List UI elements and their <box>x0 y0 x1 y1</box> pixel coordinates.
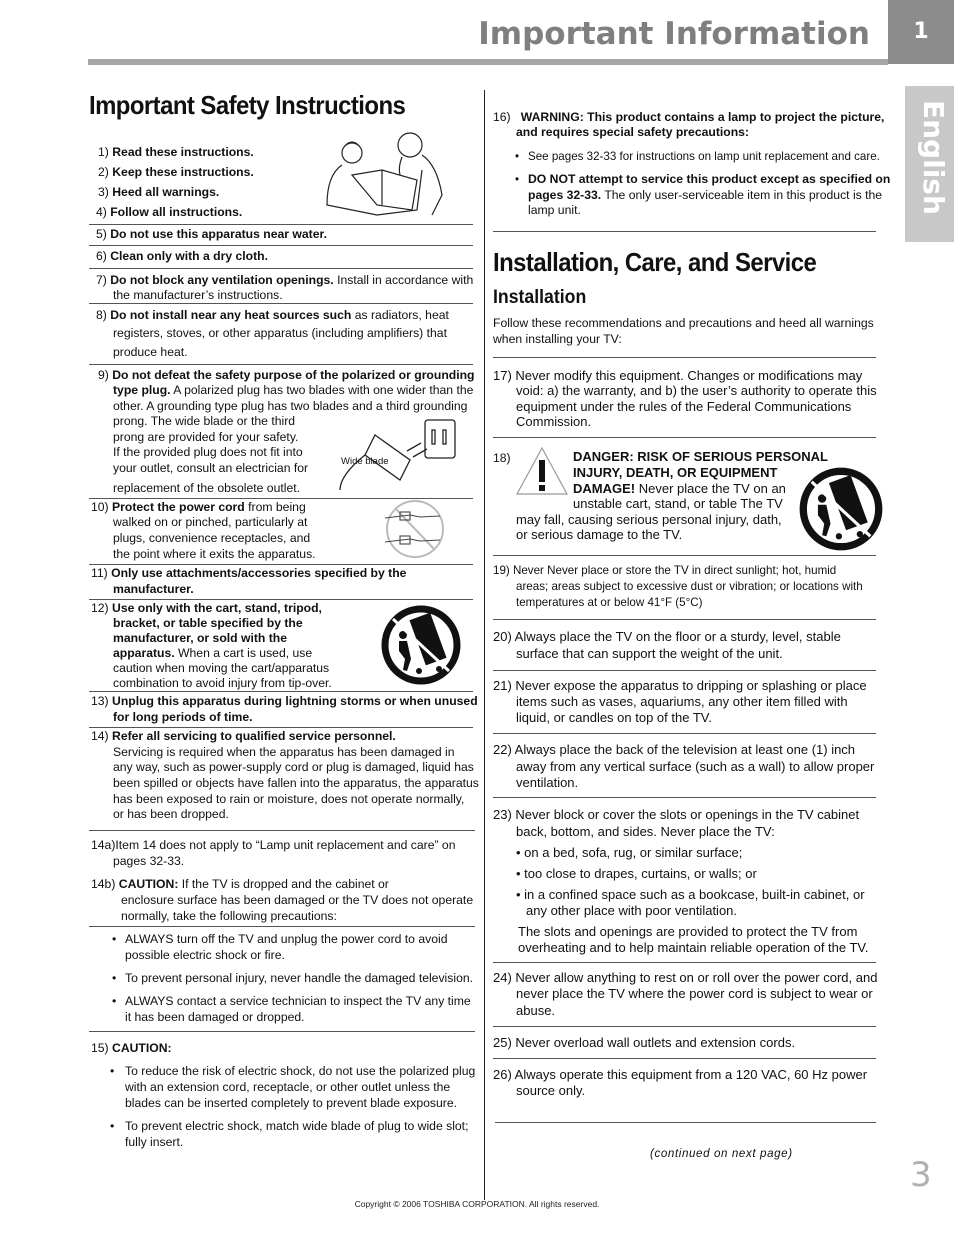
bullet: • <box>112 971 117 985</box>
item-number: 4) <box>96 205 107 219</box>
item-21: 21) Never expose the apparatus to dripping or splashing or place <box>493 678 867 693</box>
divider <box>89 364 473 365</box>
item-text-bold: for long periods of time. <box>113 710 253 724</box>
item-text: Heed all warnings. <box>112 185 220 199</box>
item-text-bold: Use only with the cart, stand, tripod, <box>112 601 322 615</box>
item-text: Never place the TV on an <box>635 481 786 496</box>
bullet-text: See pages 32-33 for instructions on lamp unit replacement and care. <box>528 150 880 163</box>
item-text-bold: pages 32-33. <box>528 188 602 202</box>
item-number: 7) <box>96 273 107 287</box>
item-24-line: never place the TV where the power cord is subject to wear or <box>516 986 873 1001</box>
item-number: 14) <box>91 729 109 743</box>
item-17: 17) Never modify this equipment. Changes or modifications may <box>493 368 863 383</box>
divider <box>493 1058 876 1059</box>
item-10-line: the point where it exits the apparatus. <box>113 547 316 561</box>
bullet-text-line <box>528 188 882 204</box>
item-text-bold: WARNING: This product contains a lamp to project the picture, <box>520 110 885 124</box>
copyright: Copyright © 2006 TOSHIBA CORPORATION. All rights reserved. <box>354 1199 600 1209</box>
bullet-text-line: fully insert. <box>125 1135 184 1149</box>
bullet-text: ALWAYS contact a service technician to inspect the TV any time <box>125 994 471 1008</box>
language-tab-label: English <box>917 100 950 215</box>
divider <box>495 1122 876 1123</box>
item-14-line: has been exposed to rain or moisture, does not operate normally, <box>113 792 465 806</box>
item-15 <box>91 1041 172 1057</box>
safety-heading: Important Safety Instructions <box>89 90 406 120</box>
column-divider <box>484 90 485 1200</box>
item-9-line: other. A grounding type plug has two blades and a third grounding <box>113 399 468 413</box>
item-text: as radiators, heat <box>351 308 449 322</box>
item-23-bullet: • on a bed, sofa, rug, or similar surface; <box>516 845 743 860</box>
item-text: When a cart is used, use <box>174 646 313 660</box>
reading-people-illustration <box>322 125 452 220</box>
item-14 <box>91 729 396 745</box>
item-10 <box>91 500 306 516</box>
item-18-line: may fall, causing serious personal injury, dath, <box>516 512 782 527</box>
item-text: The only user-serviceable item in this product is the <box>601 188 883 202</box>
cart-tipover-warning-icon <box>797 465 885 553</box>
item-22-line: away from any vertical surface (such as a wall) to allow proper <box>516 759 875 774</box>
item-text-bold: DO NOT attempt to service this product except as specified on <box>528 172 891 186</box>
item-text: Follow all instructions. <box>110 205 243 219</box>
item-text-bold: Do not block any ventilation openings. <box>110 273 334 287</box>
item-9-line: replacement of the obsolete outlet. <box>113 481 300 495</box>
divider <box>89 926 475 927</box>
item-18-number: 18) <box>493 451 511 465</box>
item-14-line: any way, such as power-supply cord or plug is damaged, liquid has <box>113 760 474 774</box>
intro-text: Follow these recommendations and precautions and heed all warnings <box>493 316 874 330</box>
warning-triangle-icon <box>515 446 569 496</box>
bullet-text-line: it has been damaged or dropped. <box>125 1010 305 1024</box>
item-3 <box>98 185 219 201</box>
item-24-line: abuse. <box>516 1003 556 1018</box>
item-text-bold: CAUTION: <box>118 877 179 891</box>
item-21-line: items such as vases, aquariums, any other item filled with <box>516 694 848 709</box>
item-text: A polarized plug has two blades with one wider than the <box>170 383 474 397</box>
item-12-line: caution when moving the cart/apparatus <box>113 661 330 675</box>
item-text-bold: DAMAGE! <box>573 481 636 496</box>
item-number: 11) <box>91 566 108 580</box>
divider <box>493 555 876 556</box>
item-22-line: ventilation. <box>516 775 579 790</box>
item-9-line: If the provided plug does not fit into <box>113 445 303 459</box>
item-23-bullet: • in a confined space such as a bookcase, built-in cabinet, or <box>516 887 865 902</box>
item-4 <box>96 205 242 221</box>
item-16 <box>493 110 884 126</box>
item-text-bold: CAUTION: <box>112 1041 172 1055</box>
divider <box>493 619 876 620</box>
item-7 <box>96 273 473 289</box>
item-number: 13) <box>91 694 109 708</box>
bullet-text-line: possible electric shock or fire. <box>125 948 285 962</box>
item-19-line: temperatures at or below 41°F (5°C) <box>516 596 703 609</box>
bullet: • <box>110 1119 115 1133</box>
item-text: Do not use this apparatus near water. <box>110 227 327 241</box>
item-text-bold: apparatus. <box>113 646 175 660</box>
item-11-line <box>113 582 194 598</box>
item-10-line: plugs, convenience receptacles, and <box>113 531 311 545</box>
continued-note: (continued on next page) <box>650 1147 793 1160</box>
item-number: 3) <box>98 185 109 199</box>
item-20-line: surface that can support the weight of the unit. <box>516 646 783 661</box>
item-6 <box>96 249 268 265</box>
item-18-line: or serious damage to the TV. <box>516 527 683 542</box>
item-number: 5) <box>96 227 107 241</box>
bullet-text-line: with an extension cord, receptacle, or other outlet unless the <box>125 1080 451 1094</box>
item-text-bold: manufacturer. <box>113 582 194 596</box>
divider <box>493 670 876 671</box>
item-23-bullet-line: any other place with poor ventilation. <box>526 903 738 918</box>
bullet-text-line: lamp unit. <box>528 203 581 217</box>
divider <box>89 727 473 728</box>
item-20: 20) Always place the TV on the floor or a sturdy, level, stable <box>493 629 841 644</box>
bullet-text: To reduce the risk of electric shock, do not use the polarized plug <box>125 1064 476 1078</box>
divider <box>89 564 473 565</box>
item-26: 26) Always operate this equipment from a 120 VAC, 60 Hz power <box>493 1067 868 1082</box>
item-number: 6) <box>96 249 107 263</box>
chapter-number: 1 <box>888 0 954 64</box>
item-text-bold: Do not defeat the safety purpose of the polarized or grounding <box>112 368 475 382</box>
item-text-bold: Refer all servicing to qualified service personnel. <box>112 729 396 743</box>
item-text-bold: INJURY, DEATH, OR EQUIPMENT <box>573 465 778 480</box>
installation-heading: Installation, Care, and Service <box>493 247 817 277</box>
item-number: 16) <box>493 110 511 124</box>
item-text: If the TV is dropped and the cabinet or <box>178 877 389 891</box>
item-23-line: back, bottom, and sides. Never place the TV: <box>516 824 775 839</box>
item-23-bullet: • too close to drapes, curtains, or walls; or <box>516 866 757 881</box>
item-number: 8) <box>96 308 107 322</box>
item-14b-line: enclosure surface has been damaged or the TV does not operate <box>121 893 474 907</box>
divider <box>89 224 473 225</box>
item-number: 14b) <box>91 877 116 891</box>
item-26-line: source only. <box>516 1083 586 1098</box>
item-21-line: liquid, or candles on top of the TV. <box>516 710 712 725</box>
item-14b <box>91 877 389 893</box>
item-14-line: Servicing is required when the apparatus has been damaged in <box>113 745 455 759</box>
bullet-text <box>528 172 890 188</box>
item-text: Clean only with a dry cloth. <box>110 249 269 263</box>
item-7-line: the manufacturer’s instructions. <box>113 288 283 302</box>
installation-subheading: Installation <box>493 287 587 308</box>
page-number: 3 <box>910 1155 932 1195</box>
item-number: 12) <box>91 601 109 615</box>
item-text-bold: bracket, or table specified by the <box>113 616 303 630</box>
item-9-line: prong. The wide blade or the third <box>113 414 296 428</box>
item-text-bold: DANGER: RISK OF SERIOUS PERSONAL <box>573 449 828 464</box>
bullet: • <box>515 150 520 163</box>
item-12-line: combination to avoid injury from tip-over. <box>113 676 332 690</box>
item-14-line: been spilled or objects have fallen into the apparatus, the apparatus <box>113 776 479 790</box>
divider <box>89 303 473 304</box>
bullet: • <box>110 1064 115 1078</box>
item-9 <box>98 368 475 384</box>
divider <box>89 691 473 692</box>
item-number: 10) <box>91 500 109 514</box>
item-19-line: areas; areas subject to excessive dust or vibration; or locations with <box>516 580 863 593</box>
item-2 <box>98 165 254 181</box>
intro-text-line: when installing your TV: <box>493 332 622 346</box>
item-text: Keep these instructions. <box>112 165 254 179</box>
wide-blade-label: Wide blade <box>341 456 389 467</box>
item-14a-line: pages 32-33. <box>113 854 185 868</box>
item-9-line: your outlet, consult an electrician for <box>113 461 309 475</box>
item-18-line <box>573 465 777 481</box>
item-number: 2) <box>98 165 109 179</box>
language-tab <box>905 86 954 242</box>
item-18-line: unstable cart, stand, or table The TV <box>573 496 783 511</box>
divider <box>493 437 876 438</box>
chapter-title: Important Information <box>478 16 870 52</box>
item-14a: 14a)Item 14 does not apply to “Lamp unit replacement and care” on <box>91 838 456 852</box>
divider <box>493 797 876 798</box>
item-23: 23) Never block or cover the slots or openings in the TV cabinet <box>493 807 860 822</box>
divider <box>89 268 473 269</box>
divider <box>493 357 876 358</box>
power-cord-illustration <box>380 498 450 560</box>
divider <box>493 962 876 963</box>
item-13 <box>91 694 478 710</box>
divider <box>493 1026 876 1027</box>
item-14b-line: normally, take the following precautions: <box>121 909 337 923</box>
item-12-line <box>113 616 303 632</box>
bullet: • <box>112 994 117 1008</box>
item-text: Install in accordance with <box>333 273 474 287</box>
bullet: • <box>515 173 520 186</box>
bullet: • <box>112 932 117 946</box>
item-17-line: Commission. <box>516 414 592 429</box>
header-rule <box>88 59 888 65</box>
divider <box>89 599 473 600</box>
divider <box>89 245 473 246</box>
cart-tipover-warning-icon <box>379 605 463 685</box>
item-17-line: void: a) the warranty, and b) the user’s authority to operate this <box>516 383 877 398</box>
item-text-bold: and requires special safety precautions: <box>516 125 750 139</box>
item-18-line <box>573 481 786 497</box>
divider <box>493 733 876 734</box>
item-13-line <box>113 710 252 726</box>
item-text-bold: manufacturer, or sold with the <box>113 631 288 645</box>
bullet-text: ALWAYS turn off the TV and unplug the power cord to avoid <box>125 932 448 946</box>
item-25: 25) Never overload wall outlets and extension cords. <box>493 1035 796 1050</box>
item-text: from being <box>244 500 306 514</box>
item-text-bold: Protect the power cord <box>112 500 245 514</box>
item-22: 22) Always place the back of the television at least one (1) inch <box>493 742 856 757</box>
item-text-bold: Do not install near any heat sources such <box>110 308 352 322</box>
divider <box>89 1031 475 1032</box>
item-text-bold: Unplug this apparatus during lightning storms or when unused <box>112 694 478 708</box>
divider <box>89 830 475 831</box>
polarized-plug-illustration <box>335 415 465 495</box>
item-23-paragraph-line: overheating and to help maintain reliable operation of the TV. <box>518 940 869 955</box>
item-9-line: prong are provided for your safety. <box>113 430 299 444</box>
item-number: 1) <box>98 145 109 159</box>
item-18 <box>573 449 828 465</box>
divider <box>493 231 876 232</box>
item-8-line: produce heat. <box>113 345 188 359</box>
item-24: 24) Never allow anything to rest on or roll over the power cord, and <box>493 970 878 985</box>
item-16-line <box>516 125 749 141</box>
item-5 <box>96 227 327 243</box>
item-23-paragraph: The slots and openings are provided to protect the TV from <box>518 924 858 939</box>
item-12-line <box>113 631 287 647</box>
item-12-line <box>113 646 312 662</box>
bullet-text-line: blades can be inserted completely to prevent blade exposure. <box>125 1096 457 1110</box>
item-12 <box>91 601 322 617</box>
item-1 <box>98 145 254 161</box>
bullet-text: To prevent personal injury, never handle the damaged television. <box>125 971 474 985</box>
bullet-text: To prevent electric shock, match wide blade of plug to wide slot; <box>125 1119 469 1133</box>
item-text: Read these instructions. <box>112 145 254 159</box>
item-number: 15) <box>91 1041 109 1055</box>
item-text-bold: type plug. <box>113 383 171 397</box>
item-11 <box>91 566 406 582</box>
item-14-line: or has been dropped. <box>113 807 229 821</box>
item-text-bold: Only use attachments/accessories specified by the <box>111 566 407 580</box>
item-8-line: registers, stoves, or other apparatus (including amplifiers) that <box>113 326 447 340</box>
item-number: 9) <box>98 368 109 382</box>
item-9-line <box>113 383 473 399</box>
item-8 <box>96 308 449 324</box>
item-10-line: walked on or pinched, particularly at <box>113 515 308 529</box>
item-17-line: equipment under the rules of the Federal Communications <box>516 399 852 414</box>
item-19: 19) Never Never place or store the TV in direct sunlight; hot, humid <box>493 564 837 577</box>
